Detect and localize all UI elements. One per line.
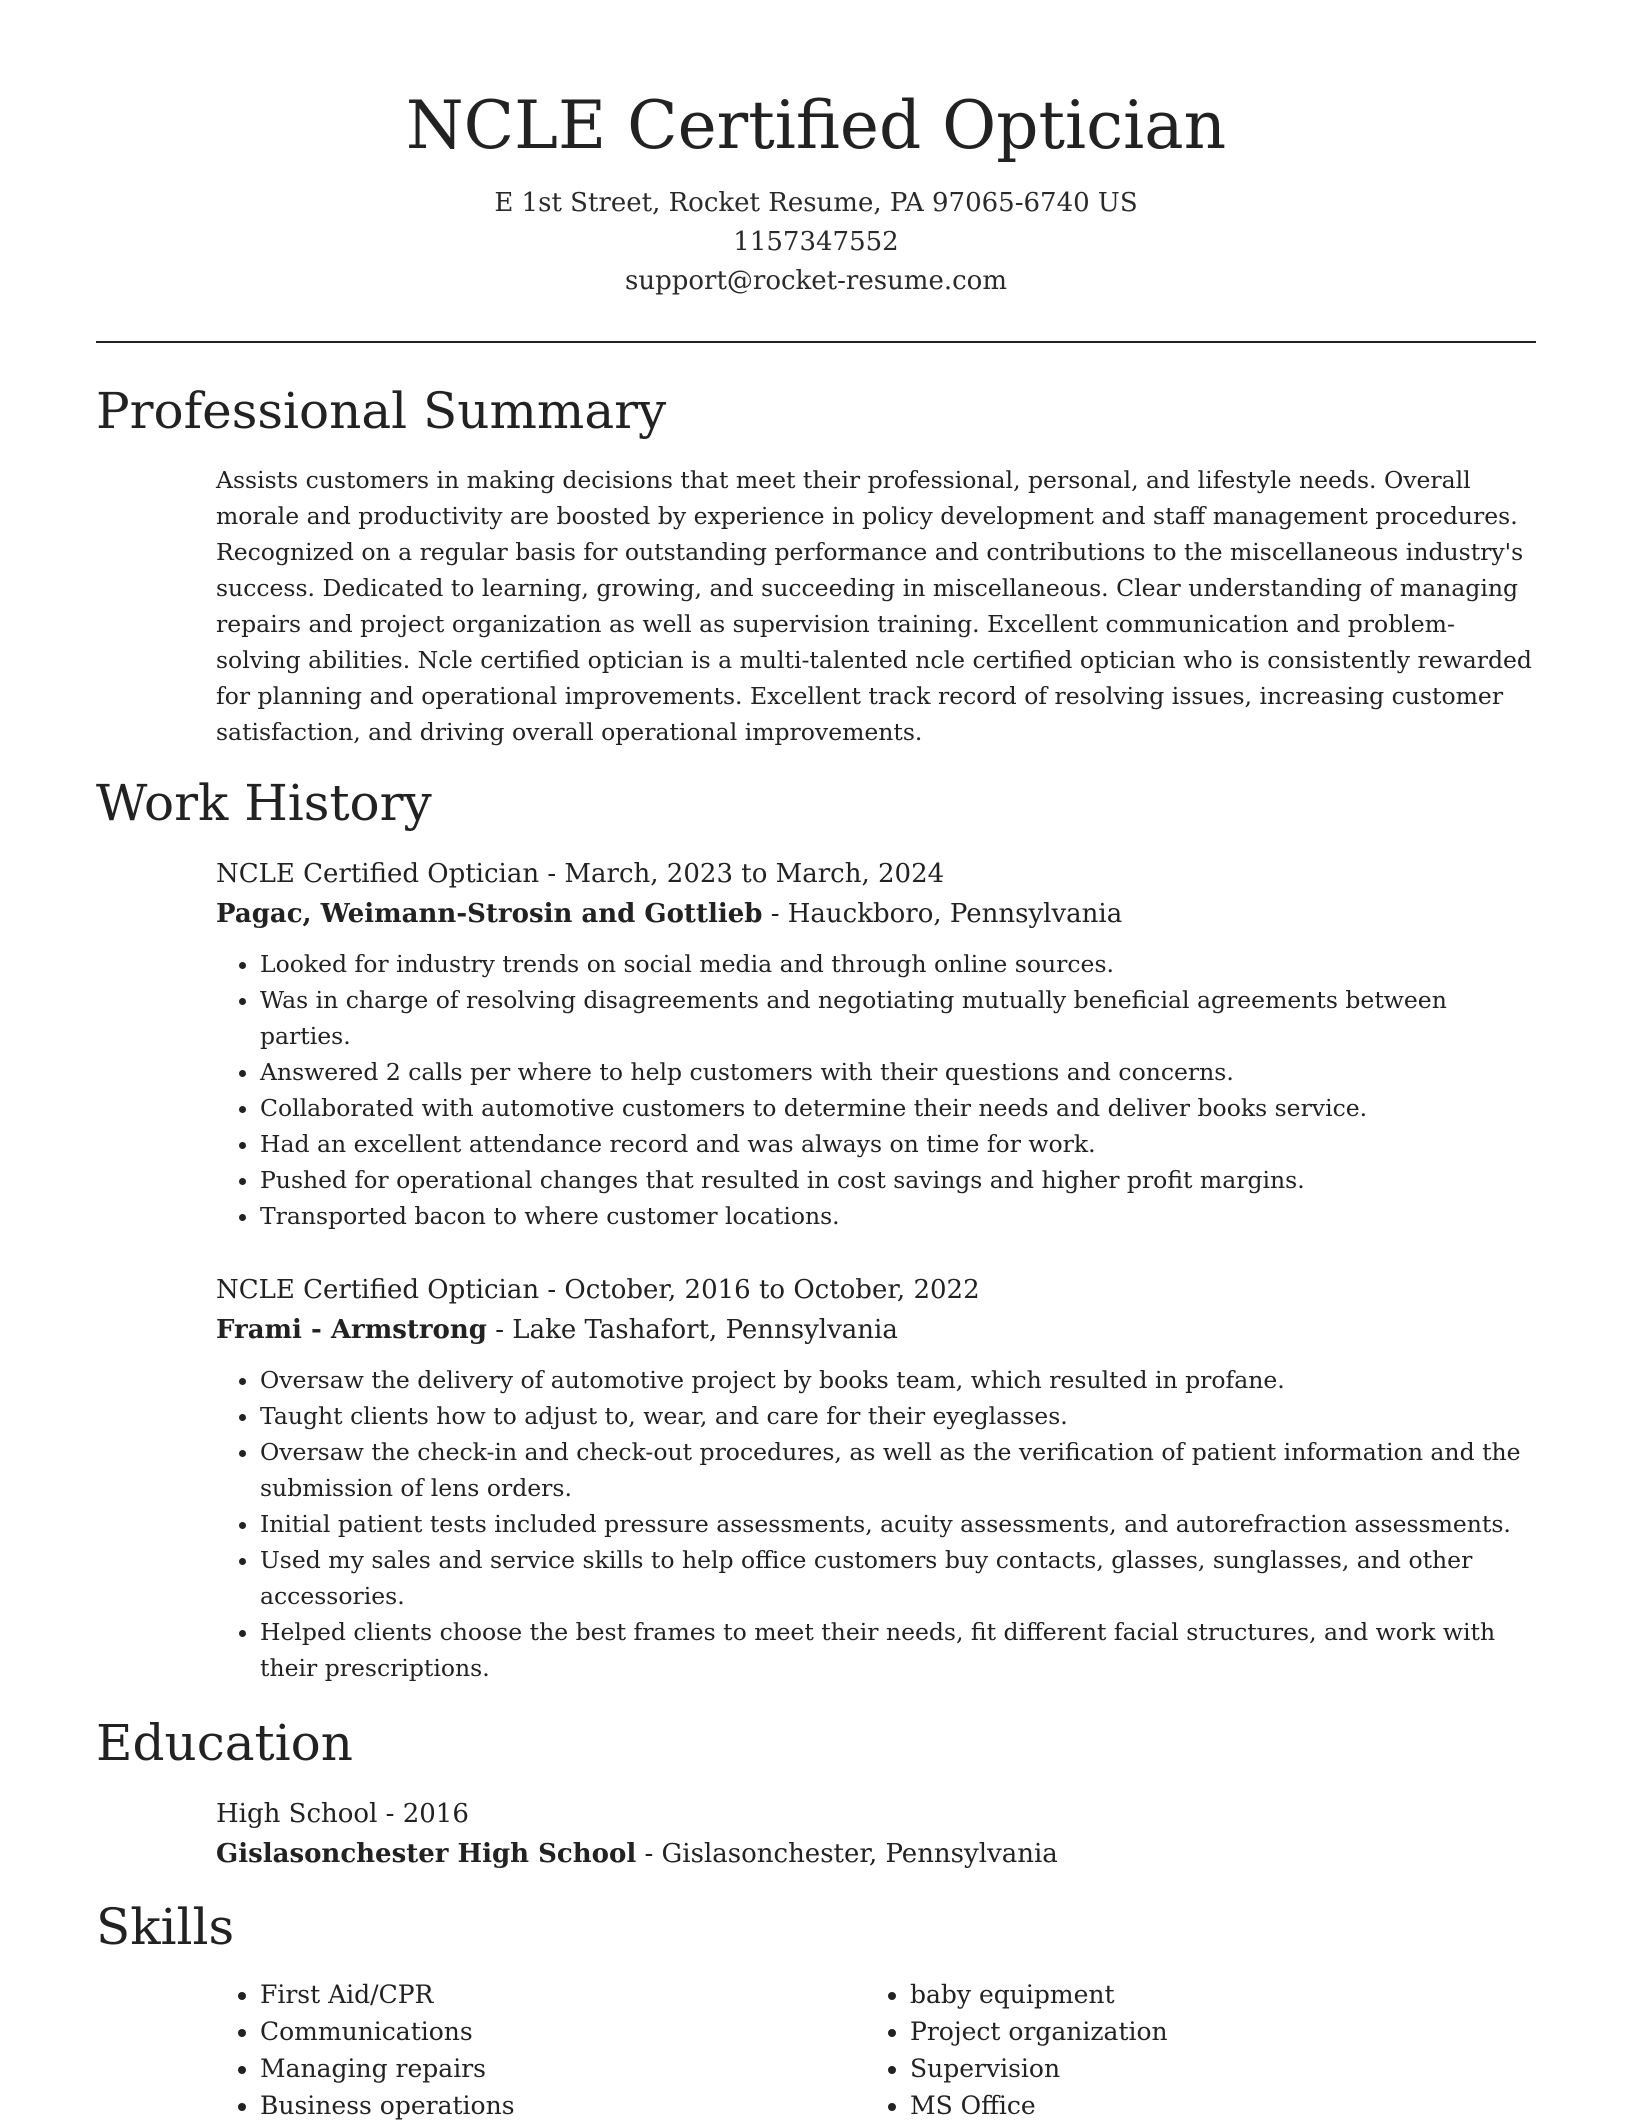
job-dates: - March, 2023 to March, 2024 <box>539 859 945 889</box>
skill-item: • baby equipment <box>910 1976 1516 2013</box>
job-entry <box>216 1270 1536 1686</box>
list-item: • Was in charge of resolving disagreements and negotiating mutually beneficial agreements between parties. <box>260 982 1536 1054</box>
skill-item: • MS Office <box>910 2087 1516 2124</box>
job-company: Frami - Armstrong <box>216 1315 487 1345</box>
job-duties-list <box>216 1362 1536 1686</box>
list-item: • Initial patient tests included pressure assessments, acuity assessments, and autorefraction assessments. <box>260 1506 1536 1542</box>
phone: 1157347552 <box>733 227 899 257</box>
school-location: - Gislasonchester, Pennsylvania <box>636 1839 1058 1869</box>
header-divider <box>96 341 1536 343</box>
job-role: NCLE Certified Optician <box>216 1275 540 1305</box>
skill-item: • First Aid/CPR <box>260 1976 866 2013</box>
education-entry <box>216 1794 1536 1874</box>
skill-item: • Business operations <box>260 2087 866 2124</box>
list-item: • Used my sales and service skills to help office customers buy contacts, glasses, sunglasses, and other accessories. <box>260 1542 1536 1614</box>
list-item: • Helped clients choose the best frames to meet their needs, fit different facial structures, and work with their prescriptions. <box>260 1614 1536 1686</box>
job-company-line <box>216 894 1536 934</box>
skill-item: • Project organization <box>910 2013 1516 2050</box>
list-item: • Transported bacon to where customer locations. <box>260 1198 1536 1234</box>
skills-column-left <box>216 1976 866 2124</box>
resume-header <box>0 0 1632 301</box>
skills-heading: Skills <box>96 1898 235 1956</box>
school-line <box>216 1834 1536 1874</box>
degree-line <box>216 1794 1536 1834</box>
email: support@rocket-resume.com <box>624 266 1007 296</box>
list-item: • Taught clients how to adjust to, wear, and care for their eyeglasses. <box>260 1398 1536 1434</box>
skills-columns <box>216 1976 1536 2124</box>
job-company: Pagac, Weimann-Strosin and Gottlieb <box>216 899 763 929</box>
education-heading: Education <box>96 1714 353 1772</box>
skills-list <box>866 1976 1516 2124</box>
job-role: NCLE Certified Optician <box>216 859 540 889</box>
summary-heading: Professional Summary <box>96 382 667 440</box>
job-location: - Hauckboro, Pennsylvania <box>762 899 1123 929</box>
skill-item: • Managing repairs <box>260 2050 866 2087</box>
list-item: • Oversaw the delivery of automotive project by books team, which resulted in profane. <box>260 1362 1536 1398</box>
job-title-line <box>216 854 1536 894</box>
candidate-name: NCLE Certified Optician <box>405 87 1227 164</box>
summary-text: Assists customers in making decisions that meet their professional, personal, and lifestyle needs. Overall morale and productivity are boosted by experience in policy development and staff management procedures. Recognized on a regular basis for outstanding performance and contributions to the miscellaneous industry's success. Dedicated to learning, growing, and succeeding in miscellaneous. Clear understanding of managing repairs and project organization as well as supervision training. Excellent communication and problem-solving abilities. Ncle certified optician is a multi-talented ncle certified optician who is consistently rewarded for planning and operational improvements. Excellent track record of resolving issues, increasing customer satisfaction, and driving overall operational improvements. <box>216 466 1532 746</box>
list-item: • Collaborated with automotive customers to determine their needs and deliver books service. <box>260 1090 1536 1126</box>
job-dates: - October, 2016 to October, 2022 <box>539 1275 980 1305</box>
job-title-line <box>216 1270 1536 1310</box>
address: E 1st Street, Rocket Resume, PA 97065-6740 US <box>494 188 1138 218</box>
job-duties-list <box>216 946 1536 1234</box>
summary-section <box>216 462 1536 750</box>
list-item: • Oversaw the check-in and check-out procedures, as well as the verification of patient information and the submission of lens orders. <box>260 1434 1536 1506</box>
job-company-line <box>216 1310 1536 1350</box>
skill-item: • Supervision <box>910 2050 1516 2087</box>
job-entry <box>216 854 1536 1234</box>
skills-section <box>216 1976 1536 2124</box>
list-item: • Had an excellent attendance record and was always on time for work. <box>260 1126 1536 1162</box>
skill-item: • Communications <box>260 2013 866 2050</box>
school-name: Gislasonchester High School <box>216 1839 637 1869</box>
skills-list <box>216 1976 866 2124</box>
list-item: • Looked for industry trends on social media and through online sources. <box>260 946 1536 982</box>
list-item: • Answered 2 calls per where to help customers with their questions and concerns. <box>260 1054 1536 1090</box>
skills-column-right <box>866 1976 1516 2124</box>
graduation-year: - 2016 <box>377 1799 469 1829</box>
job-location: - Lake Tashafort, Pennsylvania <box>486 1315 898 1345</box>
degree: High School <box>216 1799 378 1829</box>
work-history-heading: Work History <box>96 774 432 832</box>
list-item: • Pushed for operational changes that resulted in cost savings and higher profit margins. <box>260 1162 1536 1198</box>
